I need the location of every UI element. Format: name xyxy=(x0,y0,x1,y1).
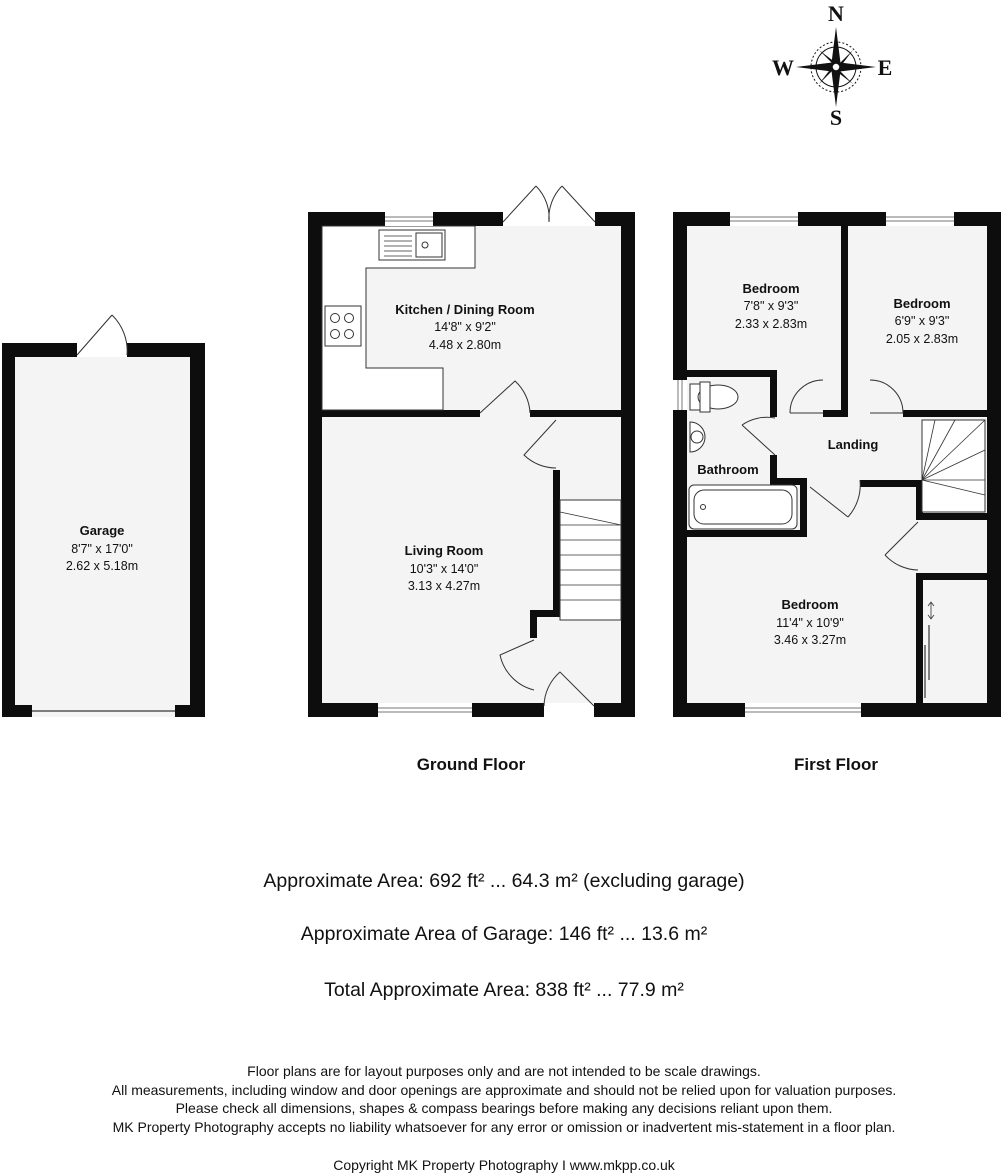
compass-south-letter: S xyxy=(829,105,843,130)
kitchen-metric: 4.48 x 2.80m xyxy=(428,338,502,352)
bedroom-3-name: Bedroom xyxy=(781,597,839,612)
bedroom-1-metric: 2.33 x 2.83m xyxy=(734,317,808,331)
approximate-area-text: Approximate Area: 692 ft² ... 64.3 m² (excluding garage) xyxy=(263,870,745,892)
disclaimer-line: Floor plans are for layout purposes only and are not intended to be scale drawings. xyxy=(247,1063,761,1079)
garage-plan xyxy=(2,315,205,717)
first-floor-label: First Floor xyxy=(793,755,879,774)
first-floor-plan xyxy=(673,212,1001,774)
bedroom-2-metric: 2.05 x 2.83m xyxy=(885,332,959,346)
bedroom-3-metric: 3.46 x 3.27m xyxy=(773,633,847,647)
garage-metric: 2.62 x 5.18m xyxy=(65,559,139,573)
kitchen-name: Kitchen / Dining Room xyxy=(395,302,535,317)
disclaimer-line: All measurements, including window and door openings are approximate and should not be relied upon for valuation purposes. xyxy=(111,1081,897,1098)
total-area-text: Total Approximate Area: 838 ft² ... 77.9 m² xyxy=(324,979,684,1001)
bedroom-3-imperial: 11'4" x 10'9" xyxy=(776,616,844,630)
living-room-name: Living Room xyxy=(404,543,484,558)
compass-icon xyxy=(772,1,892,130)
compass-east-letter: E xyxy=(877,55,893,80)
bedroom-1-name: Bedroom xyxy=(742,281,800,296)
bedroom-1-imperial: 7'8" x 9'3" xyxy=(743,299,799,313)
garage-name: Garage xyxy=(79,523,125,538)
garage-area-text: Approximate Area of Garage: 146 ft² ... 13.6 m² xyxy=(300,923,708,945)
disclaimer xyxy=(0,1062,1008,1136)
compass-west-letter: W xyxy=(772,55,794,80)
bedroom-2-imperial: 6'9" x 9'3" xyxy=(894,314,950,328)
ground-floor-plan xyxy=(308,186,635,774)
living-room-imperial: 10'3" x 14'0" xyxy=(409,562,479,576)
ground-floor-label: Ground Floor xyxy=(416,755,526,774)
kitchen-imperial: 14'8" x 9'2" xyxy=(434,320,496,334)
landing-name: Landing xyxy=(827,437,879,452)
bedroom-2-name: Bedroom xyxy=(893,296,951,311)
compass-north-letter: N xyxy=(828,1,844,26)
copyright-text: Copyright MK Property Photography I www.mkpp.co.uk xyxy=(333,1157,675,1173)
living-room-metric: 3.13 x 4.27m xyxy=(407,579,481,593)
garage-imperial: 8'7" x 17'0" xyxy=(71,542,133,556)
bathroom-name: Bathroom xyxy=(697,462,759,477)
disclaimer-line: Please check all dimensions, shapes & compass bearings before making any decisions reliant upon them. xyxy=(175,1100,833,1116)
disclaimer-line: MK Property Photography accepts no liability whatsoever for any error or omission or inadvertent mis-statement in a floor plan. xyxy=(112,1118,896,1135)
